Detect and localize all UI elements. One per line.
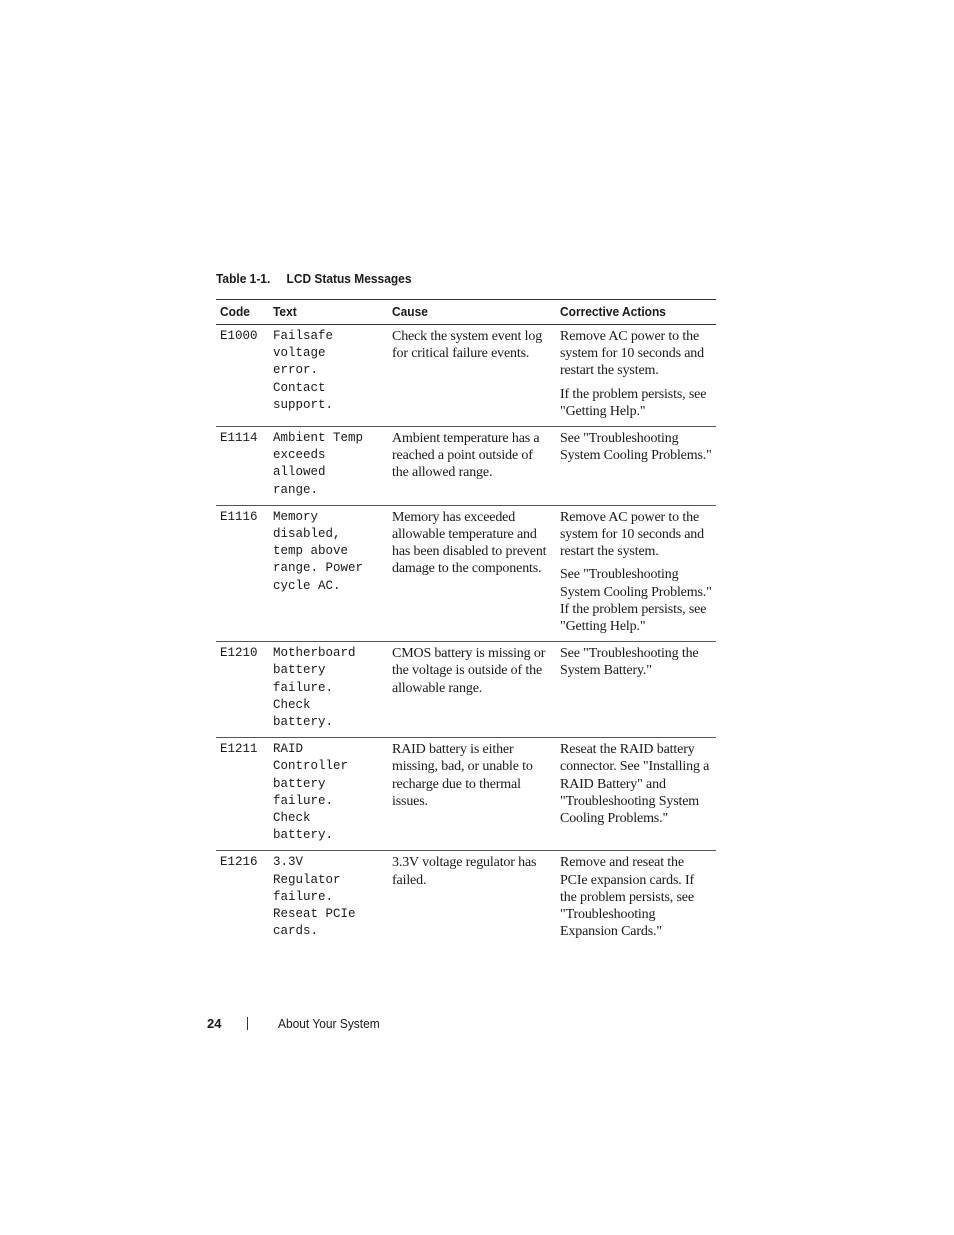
row-cause: 3.3V voltage regulator has failed. <box>392 855 537 888</box>
row-corrective-actions: Remove AC power to the system for 10 seconds and restart the system. If the problem persists, see "Getting Help." <box>556 325 716 427</box>
row-code: E1116 <box>216 505 269 641</box>
row-cause: Ambient temperature has a reached a point outside of the allowed range. <box>388 427 556 506</box>
header-code: Code <box>216 300 269 325</box>
table-number: Table 1-1. <box>216 271 271 286</box>
section-title: About Your System <box>278 1016 380 1031</box>
row-code: E1216 <box>220 855 258 870</box>
row-lcd-text: RAID Controller battery failure. Check battery. <box>269 738 388 851</box>
row-corrective-actions: Reseat the RAID battery connector. See "Installing a RAID Battery" and "Troubleshooting System Cooling Problems." <box>556 738 716 851</box>
row-corrective-actions: See "Troubleshooting System Cooling Problems." <box>556 427 716 506</box>
row-code: E1000 <box>216 325 269 427</box>
table-row <box>216 325 716 427</box>
table-row <box>216 505 716 641</box>
lcd-status-table <box>216 299 716 947</box>
header-cause: Cause <box>388 300 556 325</box>
row-corrective-actions: Remove and reseat the PCIe expansion cards. If the problem persists, see "Troubleshooting Expansion Cards." <box>560 855 695 940</box>
table-row <box>216 738 716 851</box>
table-header-row <box>216 300 716 325</box>
table-caption <box>216 271 411 286</box>
table-row <box>216 642 716 738</box>
row-code: E1114 <box>216 427 269 506</box>
row-lcd-text: 3.3V Regulator failure. Reseat PCIe cards. <box>273 855 356 939</box>
row-lcd-text: Failsafe voltage error. Contact support. <box>269 325 388 427</box>
row-corrective-actions: Remove AC power to the system for 10 seconds and restart the system. See "Troubleshooting System Cooling Problems." If the problem persists, see "Getting Help." <box>556 505 716 641</box>
row-code: E1210 <box>216 642 269 738</box>
table-title: LCD Status Messages <box>286 271 412 286</box>
table-row <box>216 427 716 506</box>
row-lcd-text: Memory disabled, temp above range. Power cycle AC. <box>269 505 388 641</box>
row-cause: RAID battery is either missing, bad, or unable to recharge due to thermal issues. <box>388 738 556 851</box>
row-cause: Memory has exceeded allowable temperature and has been disabled to prevent damage to the components. <box>388 505 556 641</box>
page-number: 24 <box>207 1016 222 1031</box>
footer-divider <box>247 1017 248 1030</box>
header-text: Text <box>269 300 388 325</box>
header-corrective-actions: Corrective Actions <box>556 300 716 325</box>
row-code: E1211 <box>216 738 269 851</box>
row-cause: Check the system event log for critical failure events. <box>388 325 556 427</box>
row-corrective-actions: See "Troubleshooting the System Battery." <box>556 642 716 738</box>
row-lcd-text: Motherboard battery failure. Check battery. <box>269 642 388 738</box>
row-lcd-text: Ambient Temp exceeds allowed range. <box>269 427 388 506</box>
row-cause: CMOS battery is missing or the voltage is outside of the allowable range. <box>388 642 556 738</box>
table-row <box>216 851 716 947</box>
